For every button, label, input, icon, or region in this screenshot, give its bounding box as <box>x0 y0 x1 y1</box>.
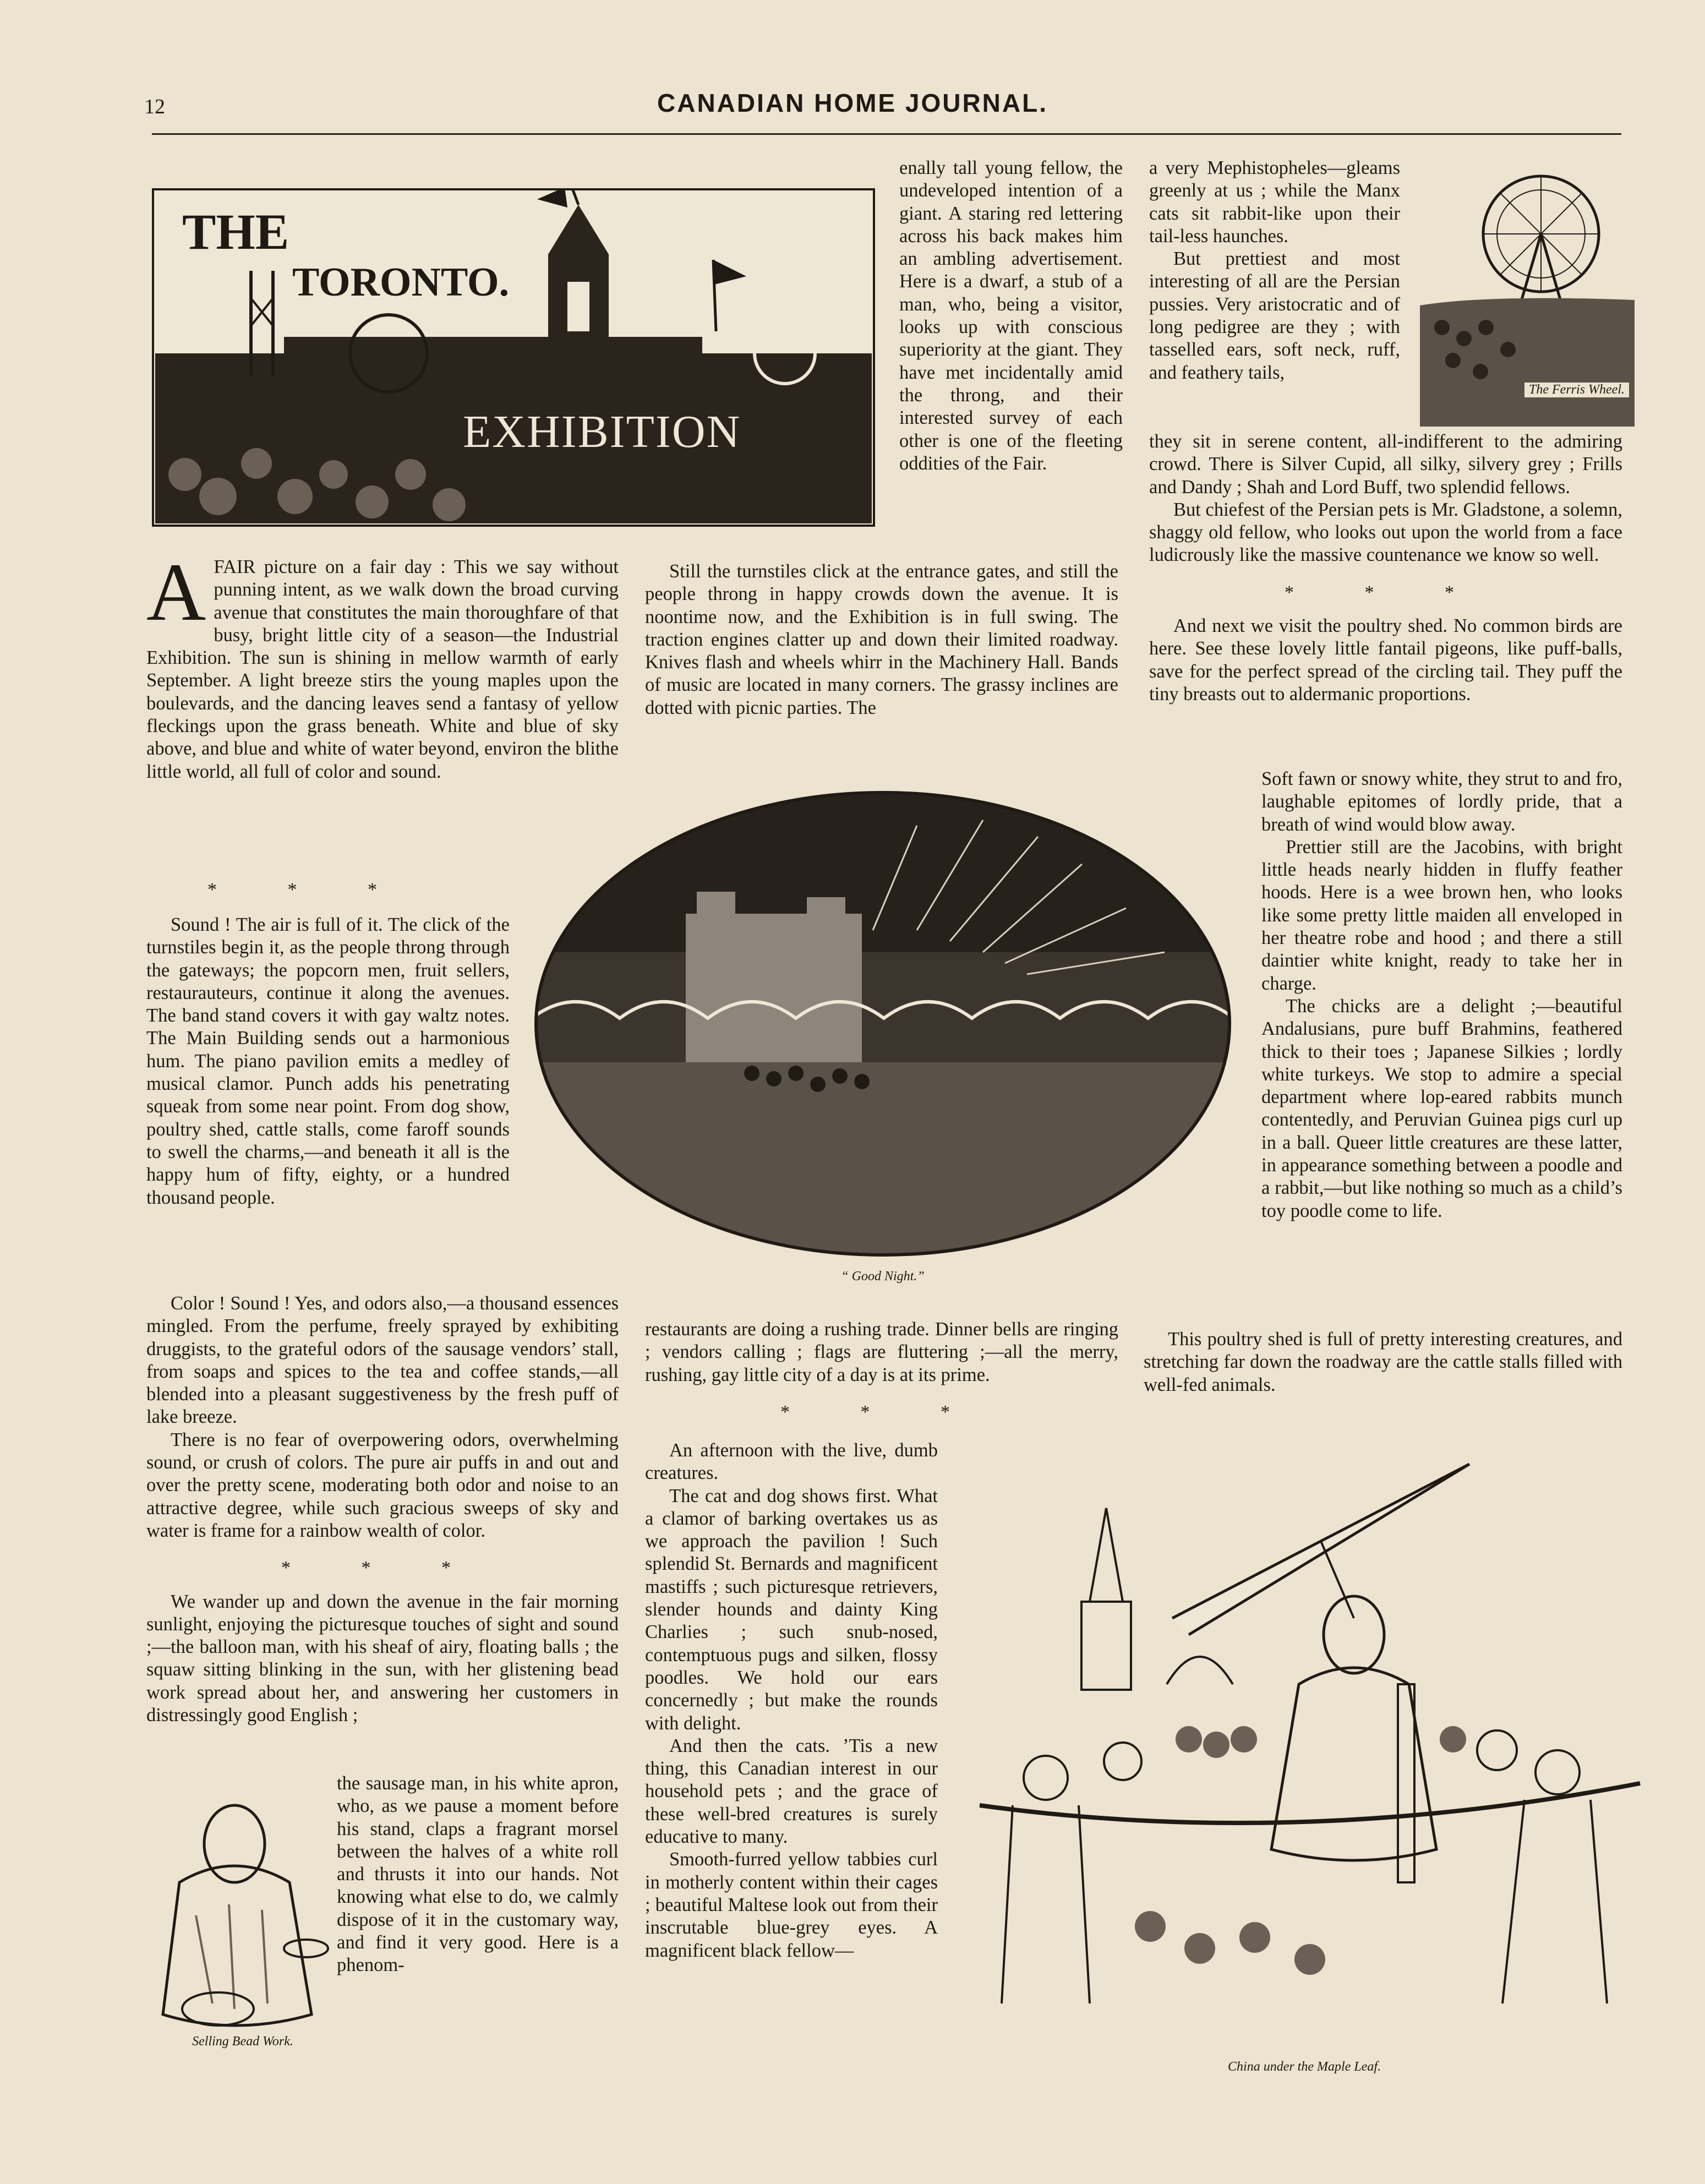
column-1-wide <box>146 1292 619 1777</box>
bead-work-drawing <box>146 1783 339 2059</box>
column-1-bottom <box>337 1772 619 2086</box>
header-rule <box>152 133 1621 135</box>
running-head: CANADIAN HOME JOURNAL. <box>657 89 1048 117</box>
column-2-top <box>899 157 1123 559</box>
banner-title-the: THE <box>182 204 289 260</box>
section-separator: * * * <box>207 880 410 900</box>
paragraph: Smooth-furred yellow tabbies curl in motherly content within their cages ; beautiful Maltese look out from their inscrutable blue-grey eyes. A magnificent black fellow— <box>645 1849 938 1961</box>
paragraph <box>146 547 619 783</box>
paragraph: There is no fear of overpowering odors, overwhelming sound, or crush of colors. The pure air puffs in and out and over the pretty scene, moderating both odor and noise to an attractive degree, while such gracious sweeps of sky and water is frame for a rainbow wealth of color. <box>146 1429 619 1541</box>
column-3-wide <box>1149 430 1622 750</box>
column-2-bottom <box>645 1439 938 2083</box>
column-2-wide <box>645 560 1118 778</box>
china-drawing <box>958 1453 1651 2042</box>
caption-good-night: “ Good Night.” <box>841 1269 925 1284</box>
paragraph: Still the turnstiles click at the entrance gates, and still the people throng in happy crowds down the avenue. It is noontime now, and the Exhibition is in full swing. The traction engines clatter up and down their limited roadway. Knives flash and wheels whirr in the Machinery Hall. Bands of music are located in many corners. The grassy inclines are dotted with picnic parties. The <box>645 561 1118 718</box>
paragraph: But chiefest of the Persian pets is Mr. Gladstone, a solemn, shaggy old fellow, who looks out upon the world from a face ludicrously like the massive countenance we know so well. <box>1149 499 1622 566</box>
paragraph: Soft fawn or snowy white, they strut to and fro, laughable epitomes of lordly pride, that a breath of wind would blow away. <box>1261 768 1622 835</box>
paragraph: Sound ! The air is full of it. The click of the turnstiles begin it, as the people throng through the gateways; the popcorn men, fruit sellers, restaurauteurs, continue it along the avenues. The band stand covers it with gay waltz notes. The Main Building sends out a harmonious hum. The piano pavilion emits a medley of musical clamor. Punch adds his penetrating squeak from some near point. From dog show, poultry shed, cattle stalls, come faroff sounds to swell the charms,—and beneath it all is the happy hum of fifty, eighty, or a hundred thousand people. <box>146 914 510 1208</box>
good-night-drawing <box>532 787 1234 1266</box>
bead-work-illustration <box>146 1783 339 2059</box>
paragraph: they sit in serene content, all-indifferent to the admiring crowd. There is Silver Cupid, all silky, silvery grey ; Frills and Dandy ; Shah and Lord Buff, two splendid fellows. <box>1149 431 1622 498</box>
caption-ferris-wheel: The Ferris Wheel. <box>1524 383 1629 397</box>
paragraph: And then the cats. ’Tis a new thing, this Canadian interest in our household pets ; and the grace of these well-bred creatures is surely educative to many. <box>645 1735 938 1848</box>
good-night-illustration <box>532 787 1234 1293</box>
column-3-top <box>1149 157 1400 432</box>
paragraph: This poultry shed is full of pretty interesting creatures, and stretching far down the roadway are the cattle stalls filled with well-fed animals. <box>1144 1329 1622 1395</box>
banner-drawing <box>152 188 875 527</box>
caption-bead-work: Selling Bead Work. <box>192 2034 293 2049</box>
banner-title-toronto: TORONTO. <box>292 260 510 305</box>
column-3-narrow <box>1261 768 1622 1329</box>
paragraph: restaurants are doing a rushing trade. Dinner bells are ringing ; vendors calling ; flags are fluttering ;—all the merry, rushing, gay little city of a day is at its prime. <box>645 1319 1118 1385</box>
page-number: 12 <box>144 95 165 118</box>
paragraph: But prettiest and most interesting of all are the Persian pussies. Very aristocratic and of long pedigree are they ; with tasselled ears, soft neck, ruff, and feathery tails, <box>1149 248 1400 383</box>
banner-title-exhibition: EXHIBITION <box>463 406 741 457</box>
paragraph: The chicks are a delight ;—beautiful Andalusians, pure buff Brahmins, feathered thick to their toes ; Japanese Silkies ; lordly white turkeys. We stop to admire a special department where lop-eared rabbits munch contentedly, and Peruvian Guinea pigs curl up in a ball. Queer little creatures are these latter, in appearance something between a poodle and a rabbit,—but like nothing so much as a child’s toy poodle come to life. <box>1261 995 1622 1221</box>
caption-china: China under the Maple Leaf. <box>1228 2060 1381 2074</box>
paragraph: An afternoon with the live, dumb creatures. <box>645 1440 938 1484</box>
section-separator: * * * <box>1285 582 1487 603</box>
column-3-bottom <box>1144 1328 1622 1400</box>
paragraph: The cat and dog shows first. What a clamor of barking overtakes us as we approach the pavilion ! Such splendid St. Bernards and magnificent mastiffs ; such picturesque retrievers, slender hounds and dainty King Charlies ; such snub-nosed, contemptuous pugs and silken, flossy poodles. We hold our ears concernedly ; but make the rounds with delight. <box>645 1485 938 1734</box>
paragraph-text: FAIR picture on a fair day : This we say without punning intent, as we walk down the broad curving avenue that constitutes the main thoroughfare of that busy, bright little city of a season—the Industrial Exhibition. The sun is shining in mellow warmth of early September. A light breeze stirs the young maples upon the boulevards, and the dancing leaves send a fantasy of yellow fleckings upon the grass beneath. White and blue of sky above, and blue and white of water beyond, environ the blithe little world, all full of color and sound. <box>146 556 619 782</box>
paragraph: And next we visit the poultry shed. No common birds are here. See these lovely little fantail pigeons, like puff-balls, save for the perfect spread of the circling tail. They puff the tiny breasts out to aldermanic proportions. <box>1149 615 1622 705</box>
paragraph: We wander up and down the avenue in the fair morning sunlight, enjoying the picturesque touches of sight and sound ;—the balloon man, with his sheaf of airy, floating balls ; the squaw sitting blinking in the sun, with her glistening bead work spread about her, and answering her customers in distressingly good English ; <box>146 1591 619 1726</box>
china-illustration <box>958 1453 1651 2081</box>
paragraph: Color ! Sound ! Yes, and odors also,—a thousand essences mingled. From the perfume, freely sprayed by exhibiting druggists, to the grateful odors of the sausage vendors’ stall, from soaps and spices to the tea and coffee stands,—all blended into a pleasant suggestiveness by the fresh puff of lake breeze. <box>146 1293 619 1428</box>
exhibition-banner <box>152 188 875 527</box>
paragraph: enally tall young fellow, the undeveloped intention of a giant. A staring red lettering across his back makes him an ambling advertisement. Here is a dwarf, a stub of a man, who, being a visitor, looks up with conscious superiority at the giant. They have met incidentally amid the throng, and their interested survey of each other is one of the fleeting oddities of the Fair. <box>899 157 1123 474</box>
section-separator: * * * <box>281 1558 484 1579</box>
column-2-middle <box>645 1318 1118 1450</box>
section-separator: * * * <box>780 1401 983 1422</box>
paragraph: Prettier still are the Jacobins, with bright little heads nearly hidden in fluffy feather hoods. Here is a wee brown hen, who looks like some pretty little maiden all enveloped in her theatre robe and hood ; and there a still daintier white knight, ready to take her in charge. <box>1261 836 1622 994</box>
ferris-wheel-illustration <box>1420 162 1635 427</box>
drop-cap: A <box>146 547 206 638</box>
paragraph: a very Mephistopheles—gleams greenly at us ; while the Manx cats sit rabbit-like upon their tail-less haunches. <box>1149 157 1400 247</box>
paragraph: the sausage man, in his white apron, who, as we pause a moment before his stand, claps a fragrant morsel between the halves of a white roll and thrusts it into our hands. Not knowing what else to do, we calmly dispose of it in the customary way, and find it very good. Here is a phenom- <box>337 1773 619 1976</box>
column-1-narrow <box>146 914 510 1293</box>
